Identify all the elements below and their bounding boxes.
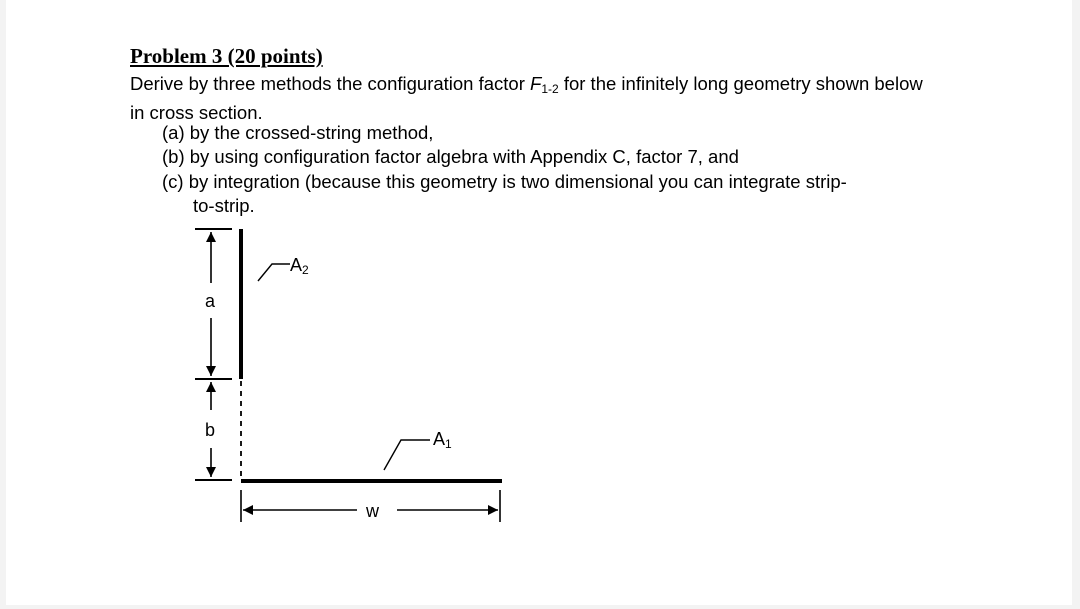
factor-subscript: 1-2 — [541, 82, 559, 96]
dimension-a-label: a — [205, 291, 216, 311]
intro-text-before: Derive by three methods the configuration factor — [130, 73, 531, 94]
surface-A2-label-sub: 2 — [302, 263, 309, 277]
dimension-w-label: w — [366, 501, 379, 521]
surface-A1-label-sub: 1 — [445, 437, 452, 451]
surface-A1-label — [433, 430, 452, 453]
method-item-a: (a) by the crossed-string method, — [162, 122, 434, 143]
surface-A2-label-main: A — [290, 255, 303, 275]
dimension-b-label: b — [205, 420, 216, 440]
intro-text-after: for the infinitely long geometry shown below in cross section. — [130, 73, 923, 123]
method-item-b: (b) by using configuration factor algebra with Appendix C, factor 7, and — [162, 146, 739, 167]
A2-leader-line — [258, 264, 290, 281]
problem-title: Problem 3 (20 points) — [130, 44, 323, 68]
factor-symbol: F — [530, 73, 542, 94]
method-item-c: (c) by integration (because this geometry is two dimensional you can integrate strip- — [162, 171, 847, 192]
A1-leader-line — [384, 440, 430, 470]
surface-A1-label-main: A — [433, 429, 446, 449]
surface-A2-label — [290, 256, 309, 279]
method-item-c-continuation: to-strip. — [193, 195, 255, 216]
